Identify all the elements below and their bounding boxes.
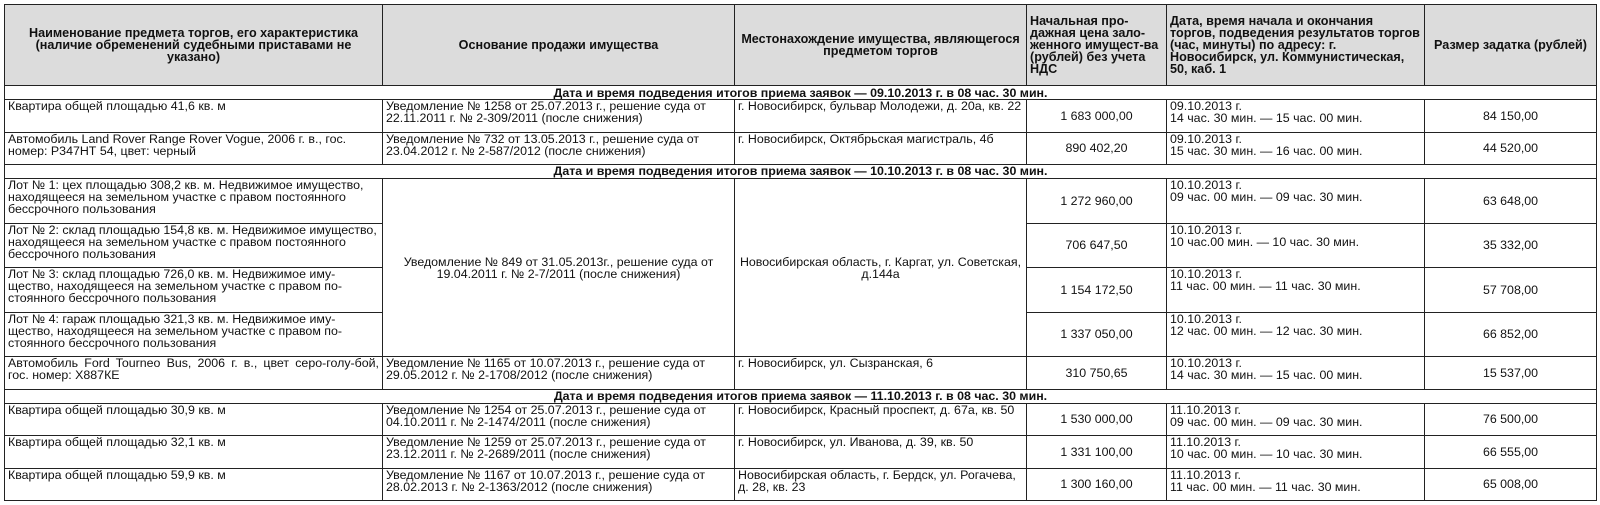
cell-basis: Уведомление № 1259 от 25.07.2013 г., решение суда от 23.12.2011 г. № 2-2689/2011 (после снижения) <box>383 436 735 468</box>
cell-deposit: 15 537,00 <box>1425 357 1597 389</box>
cell-date: 10.10.2013 г. <box>1170 312 1242 326</box>
cell-price: 1 683 000,00 <box>1027 100 1167 132</box>
cell-time: 10 час. 00 мин. — 10 час. 30 мин. <box>1170 447 1363 462</box>
cell-time: 15 час. 30 мин. — 16 час. 00 мин. <box>1170 143 1363 158</box>
cell-deposit: 35 332,00 <box>1425 223 1597 268</box>
header-price: Начальная про-дажная цена зало-женного имущест-ва (рублей) без учета НДС <box>1027 5 1167 86</box>
cell-datetime <box>1167 132 1425 164</box>
section-title: Дата и время подведения итогов приема заявок — 11.10.2013 г. в 08 час. 30 мин. <box>5 389 1597 403</box>
cell-date: 11.10.2013 г. <box>1170 468 1241 482</box>
cell-datetime <box>1167 312 1425 357</box>
cell-deposit: 66 555,00 <box>1425 436 1597 468</box>
table-header-row <box>5 5 1597 86</box>
cell-time: 10 час.00 мин. — 10 час. 30 мин. <box>1170 234 1360 249</box>
cell-item: Квартира общей площадью 30,9 кв. м <box>5 403 383 435</box>
cell-item: Квартира общей площадью 32,1 кв. м <box>5 436 383 468</box>
table-row <box>5 468 1597 500</box>
cell-price: 310 750,65 <box>1027 357 1167 389</box>
cell-datetime <box>1167 268 1425 313</box>
cell-deposit: 63 648,00 <box>1425 179 1597 224</box>
header-item: Наименование предмета торгов, его характеристика (наличие обременений судебными приставами не указано) <box>5 5 383 86</box>
section-header-row <box>5 389 1597 403</box>
cell-deposit: 84 150,00 <box>1425 100 1597 132</box>
cell-time: 14 час. 30 мин. — 15 час. 00 мин. <box>1170 111 1363 126</box>
cell-datetime <box>1167 436 1425 468</box>
section-header-row <box>5 85 1597 99</box>
cell-location: г. Новосибирск, Октябрьская магистраль, 4б <box>735 132 1027 164</box>
cell-price: 1 272 960,00 <box>1027 179 1167 224</box>
cell-item: Автомобиль Ford Tourneo Bus, 2006 г. в., цвет серо-голу-бой, гос. номер: Х887КЕ <box>5 357 383 389</box>
cell-location: г. Новосибирск, ул. Иванова, д. 39, кв. 50 <box>735 436 1027 468</box>
cell-basis: Уведомление № 732 от 13.05.2013 г., решение суда от 23.04.2012 г. № 2-587/2012 (после снижения) <box>383 132 735 164</box>
cell-price: 1 337 050,00 <box>1027 312 1167 357</box>
cell-item: Лот № 1: цех площадью 308,2 кв. м. Недвижимое имущество, находящееся на земельном участке с правом постоянного бессрочного пользования <box>5 179 383 224</box>
auction-table <box>4 4 1597 501</box>
cell-time: 11 час. 00 мин. — 11 час. 30 мин. <box>1170 279 1361 294</box>
cell-date: 09.10.2013 г. <box>1170 132 1242 146</box>
cell-time: 09 час. 00 мин. — 09 час. 30 мин. <box>1170 190 1363 205</box>
cell-price: 1 154 172,50 <box>1027 268 1167 313</box>
cell-datetime <box>1167 179 1425 224</box>
cell-time: 14 час. 30 мин. — 15 час. 00 мин. <box>1170 368 1363 383</box>
cell-price: 706 647,50 <box>1027 223 1167 268</box>
cell-datetime <box>1167 100 1425 132</box>
section-title: Дата и время подведения итогов приема заявок — 09.10.2013 г. в 08 час. 30 мин. <box>5 85 1597 99</box>
cell-item: Квартира общей площадью 59,9 кв. м <box>5 468 383 500</box>
cell-item: Автомобиль Land Rover Range Rover Vogue, 2006 г. в., гос. номер: Р347НТ 54, цвет: черный <box>5 132 383 164</box>
section-title: Дата и время подведения итогов приема заявок — 10.10.2013 г. в 08 час. 30 мин. <box>5 164 1597 178</box>
cell-date: 11.10.2013 г. <box>1170 435 1241 450</box>
cell-time: 11 час. 00 мин. — 11 час. 30 мин. <box>1170 479 1361 494</box>
cell-location: Новосибирская область, г. Каргат, ул. Советская, д.144а <box>735 179 1027 357</box>
cell-date: 11.10.2013 г. <box>1170 403 1241 417</box>
cell-date: 10.10.2013 г. <box>1170 178 1242 193</box>
table-row <box>5 357 1597 389</box>
header-datetime: Дата, время начала и окончания торгов, подведения результатов торгов (час, минуты) по адресу: г. Новосибирск, ул. Коммунистическая, 50, каб. 1 <box>1167 5 1425 86</box>
header-deposit: Размер задатка (рублей) <box>1425 5 1597 86</box>
cell-datetime <box>1167 223 1425 268</box>
cell-basis: Уведомление № 1254 от 25.07.2013 г., решение суда от 04.10.2011 г. № 2-1474/2011 (после снижения) <box>383 403 735 435</box>
cell-price: 1 300 160,00 <box>1027 468 1167 500</box>
section-header-row <box>5 164 1597 178</box>
cell-date: 09.10.2013 г. <box>1170 99 1242 114</box>
cell-basis: Уведомление № 1167 от 10.07.2013 г., решение суда от 28.02.2013 г. № 2-1363/2012 (после снижения) <box>383 468 735 500</box>
cell-basis: Уведомление № 1258 от 25.07.2013 г., решение суда от 22.11.2011 г. № 2-309/2011 (после снижения) <box>383 100 735 132</box>
header-basis: Основание продажи имущества <box>383 5 735 86</box>
cell-date: 10.10.2013 г. <box>1170 267 1242 282</box>
cell-deposit: 65 008,00 <box>1425 468 1597 500</box>
cell-date: 10.10.2013 г. <box>1170 356 1242 371</box>
cell-location: г. Новосибирск, бульвар Молодежи, д. 20а, кв. 22 <box>735 100 1027 132</box>
cell-date: 10.10.2013 г. <box>1170 223 1242 237</box>
cell-location: г. Новосибирск, Красный проспект, д. 67а, кв. 50 <box>735 403 1027 435</box>
cell-datetime <box>1167 357 1425 389</box>
cell-item: Лот № 4: гараж площадью 321,3 кв. м. Недвижимое иму-щество, находящееся на земельном участке с правом по-стоянного бессрочного пользования <box>5 312 383 357</box>
cell-price: 1 331 100,00 <box>1027 436 1167 468</box>
cell-deposit: 44 520,00 <box>1425 132 1597 164</box>
table-row <box>5 403 1597 435</box>
table-row <box>5 132 1597 164</box>
cell-basis: Уведомление № 849 от 31.05.2013г., решение суда от 19.04.2011 г. № 2-7/2011 (после снижения) <box>383 179 735 357</box>
cell-price: 1 530 000,00 <box>1027 403 1167 435</box>
cell-time: 12 час. 00 мин. — 12 час. 30 мин. <box>1170 323 1363 338</box>
cell-price: 890 402,20 <box>1027 132 1167 164</box>
cell-item: Лот № 3: склад площадью 726,0 кв. м. Недвижимое иму-щество, находящееся на земельном участке с правом по-стоянного бессрочного пользования <box>5 268 383 313</box>
cell-deposit: 76 500,00 <box>1425 403 1597 435</box>
header-location: Местонахождение имущества, являющегося предметом торгов <box>735 5 1027 86</box>
cell-item: Квартира общей площадью 41,6 кв. м <box>5 100 383 132</box>
cell-datetime <box>1167 468 1425 500</box>
cell-time: 09 час. 00 мин. — 09 час. 30 мин. <box>1170 414 1363 429</box>
table-row <box>5 100 1597 132</box>
table-row <box>5 179 1597 224</box>
cell-deposit: 66 852,00 <box>1425 312 1597 357</box>
cell-item: Лот № 2: склад площадью 154,8 кв. м. Недвижимое имущество, находящееся на земельном участке с правом постоянного бессрочного пользования <box>5 223 383 268</box>
cell-deposit: 57 708,00 <box>1425 268 1597 313</box>
cell-datetime <box>1167 403 1425 435</box>
cell-location: г. Новосибирск, ул. Сызранская, 6 <box>735 357 1027 389</box>
cell-basis: Уведомление № 1165 от 10.07.2013 г., решение суда от 29.05.2012 г. № 2-1708/2012 (после снижения) <box>383 357 735 389</box>
cell-location: Новосибирская область, г. Бердск, ул. Рогачева, д. 28, кв. 23 <box>735 468 1027 500</box>
table-row <box>5 436 1597 468</box>
